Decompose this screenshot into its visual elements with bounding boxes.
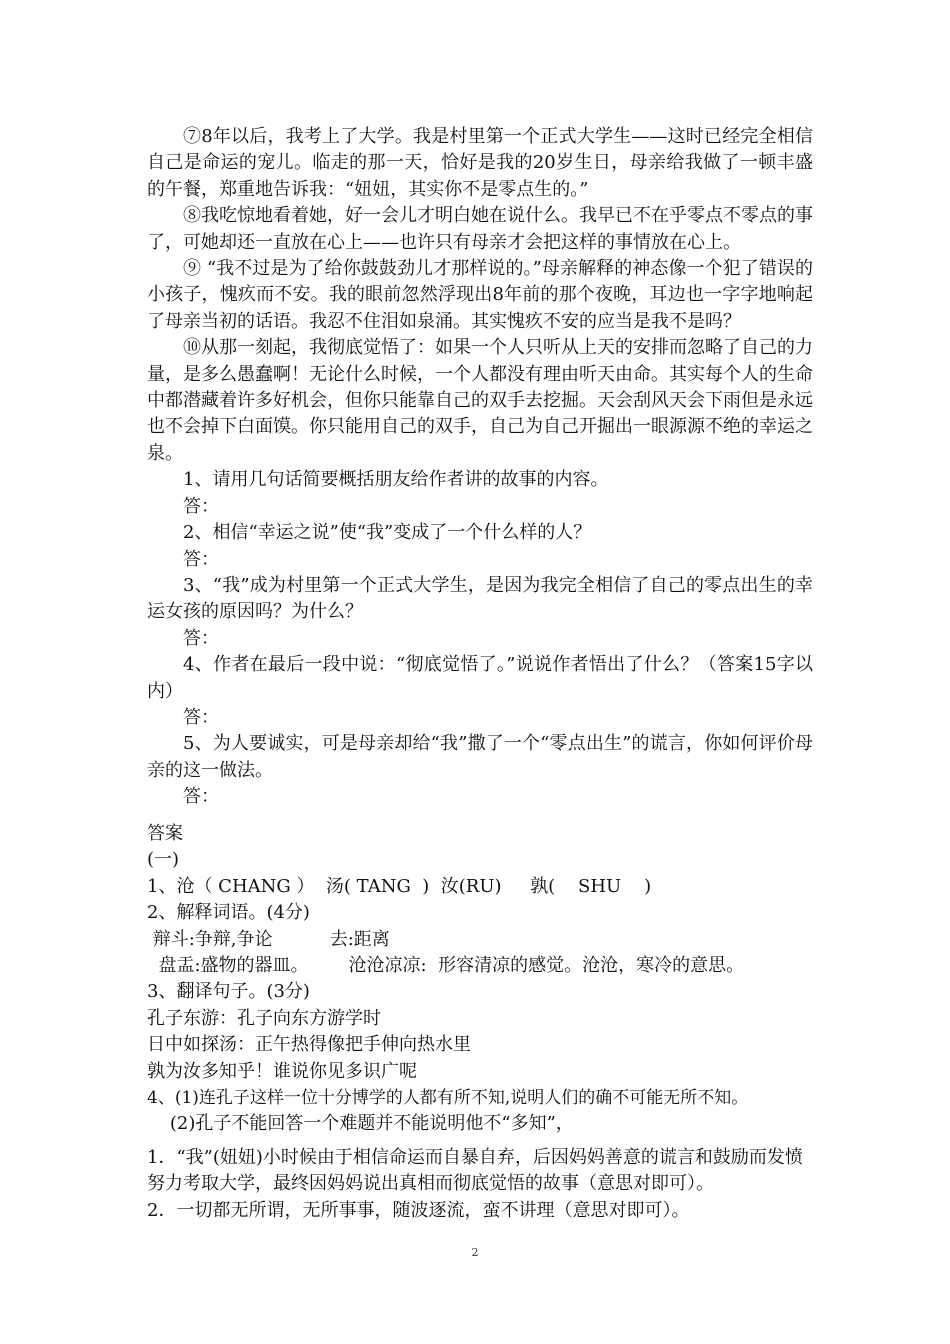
answer-translate-2: 日中如探汤：正午热得像把手伸向热水里: [147, 1034, 471, 1056]
question-4: 4、作者在最后一段中说：“彻底觉悟了。”说说作者悟出了什么？（答案15字以内）: [147, 654, 813, 702]
question-5: 5、为人要诚实，可是母亲却给“我”撒了一个“零点出生”的谎言，你如何评价母亲的这一做法。: [147, 733, 813, 781]
answer-4-prompt: 答：: [183, 706, 219, 728]
passage-body: [147, 124, 813, 811]
answer-item-4-part-1: 4、(1)连孔子这样一位十分博学的人都有所不知,说明人们的确不可能无所不知。: [147, 1088, 749, 1109]
answer-2-prompt: 答：: [183, 548, 219, 570]
answer-item-4-part-2: (2)孔子不能回答一个难题并不能说明他不“多知”，: [147, 1113, 574, 1135]
answer-explain-title: 2、解释词语。(4分): [147, 902, 310, 924]
answer-key: [147, 821, 813, 1138]
answer-pinyin: 1、沧（ CHANG ） 汤( TANG ) 汝(RU) 孰( SHU ): [147, 875, 652, 897]
paragraph-10: ⑩从那一刻起，我彻底觉悟了：如果一个人只听从上天的安排而忽略了自己的力量，是多么愚蠢啊！无论什么时候，一个人都没有理由听天由命。其实每个人的生命中都潜藏着许多好机会，但你只能靠自己的双手去挖掘。天会刮风天会下雨但是永远也不会掉下白面馍。你只能用自己的双手，自己为自己开掘出一眼源源不绝的幸运之泉。: [147, 337, 813, 464]
paragraph-9: ⑨ “我不过是为了给你鼓鼓劲儿才那样说的。”母亲解释的神态像一个犯了错误的小孩子，愧疚而不安。我的眼前忽然浮现出8年前的那个夜晚，耳边也一字字地响起了母亲当初的话语。我忍不住泪如泉涌。其实愧疚不安的应当是我不是吗？: [147, 258, 813, 332]
answer-5-prompt: 答：: [183, 786, 219, 808]
page-number: 2: [471, 1246, 479, 1259]
answer-1-prompt: 答：: [183, 495, 219, 517]
answer-key-part-2: [147, 1145, 813, 1224]
answer-translate-title: 3、翻译句子。(3分): [147, 981, 310, 1003]
answer-b-2: 2．一切都无所谓，无所事事，随波逐流，蛮不讲理（意思对即可）。: [147, 1199, 690, 1221]
answer-translate-1: 孔子东游：孔子向东方游学时: [147, 1007, 381, 1029]
paragraph-8: ⑧我吃惊地看着她，好一会儿才明白她在说什么。我早已不在乎零点不零点的事了，可她却还一直放在心上——也许只有母亲才会把这样的事情放在心上。: [147, 205, 813, 253]
question-2: 2、相信“幸运之说”使“我”变成了一个什么样的人？: [183, 522, 592, 544]
answer-translate-3: 孰为汝多知乎！谁说你见多识广呢: [147, 1060, 417, 1082]
answer-b-1: 1．“我”(妞妞)小时候由于相信命运而自暴自弃，后因妈妈善意的谎言和鼓励而发愤努力考取大学，最终因妈妈说出真相而彻底觉悟的故事（意思对即可）。: [147, 1147, 803, 1195]
answer-3-prompt: 答：: [183, 627, 219, 649]
answer-explain-row-2: 盘盂:盛物的器皿。 沧沧凉凉: 形容清凉的感觉。沧沧，寒冷的意思。: [147, 955, 745, 977]
answer-key-heading: 答案: [147, 823, 183, 844]
paragraph-7: ⑦8年以后，我考上了大学。我是村里第一个正式大学生——这时已经完全相信自己是命运的宠儿。临走的那一天，恰好是我的20岁生日，母亲给我做了一顿丰盛的午餐，郑重地告诉我：“妞妞，其实你不是零点生的。”: [147, 126, 813, 200]
answer-section-label: (一): [147, 849, 180, 871]
answer-explain-row-1: 辩斗:争辩,争论 去:距离: [147, 928, 390, 950]
question-1: 1、请用几句话简要概括朋友给作者讲的故事的内容。: [183, 469, 609, 491]
question-3: 3、“我”成为村里第一个正式大学生，是因为我完全相信了自己的零点出生的幸运女孩的原因吗？为什么？: [147, 574, 813, 623]
